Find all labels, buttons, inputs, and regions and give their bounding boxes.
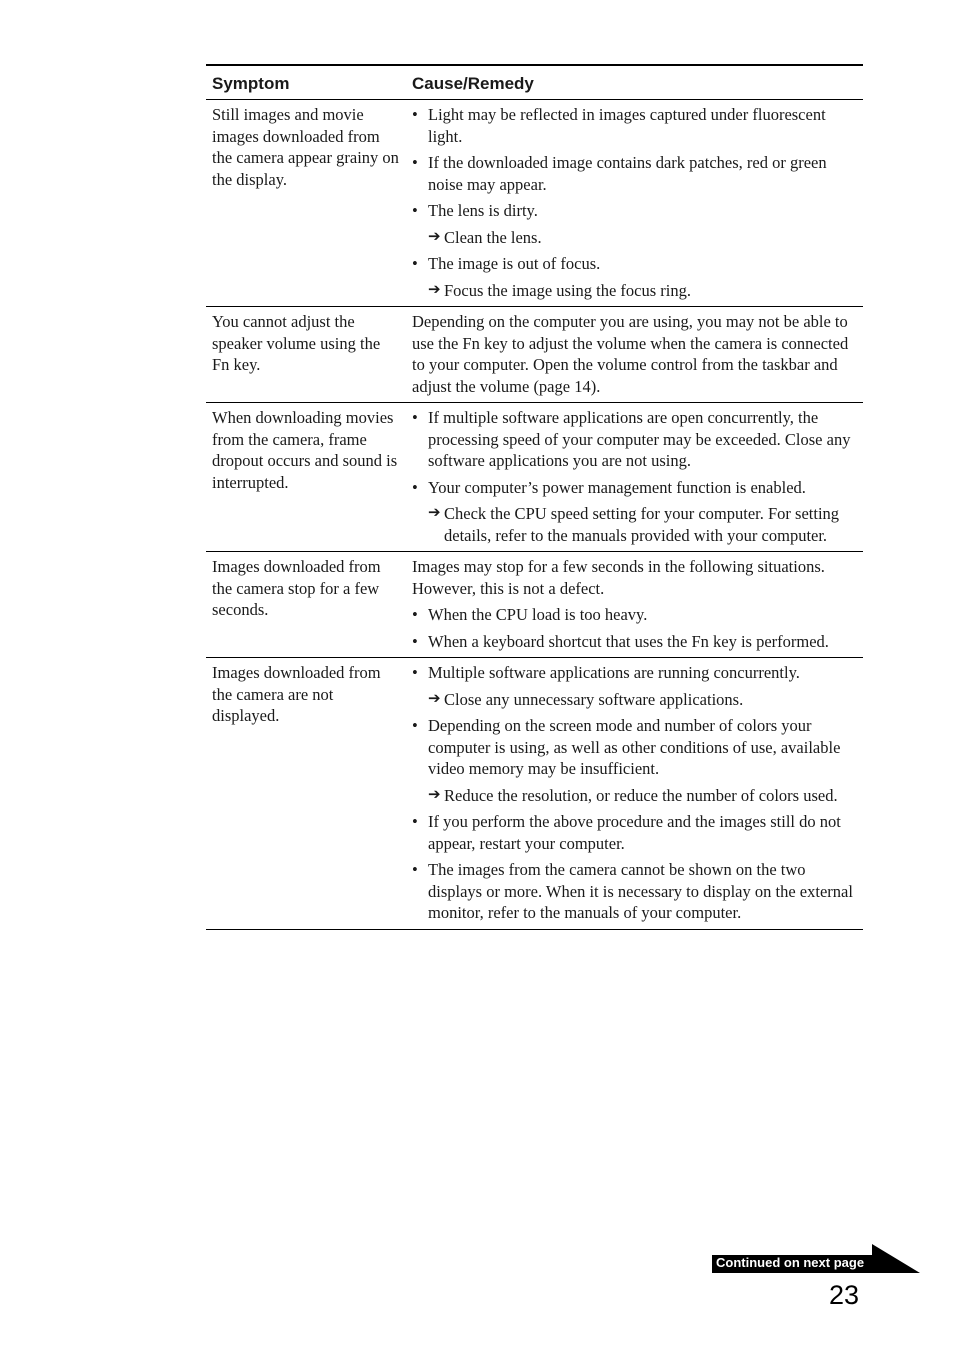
arrow-right-icon: ➔ [428, 281, 441, 298]
cause-remedy-cell [406, 403, 863, 551]
cause-bullet [412, 253, 863, 275]
remedy-text: Focus the image using the focus ring. [444, 280, 692, 300]
cause-remedy-header: Cause/Remedy [412, 74, 534, 93]
table-row [206, 552, 863, 658]
remedy-text: Close any unnecessary software applications. [444, 689, 744, 709]
bullet-text: The lens is dirty. [428, 201, 538, 220]
symptom-cell: Images downloaded from the camera stop for a few seconds. [212, 557, 381, 619]
table-body [206, 100, 863, 930]
cause-bullet [412, 200, 863, 222]
bullet-text: Light may be reflected in images captured under fluorescent light. [428, 105, 826, 146]
remedy-text: Reduce the resolution, or reduce the number of colors used. [444, 785, 838, 805]
cause-bullet [412, 477, 863, 499]
cause-paragraph: Images may stop for a few seconds in the following situations. However, this is not a defect. [412, 557, 825, 598]
cause-bullet [412, 715, 863, 780]
symptom-cell: When downloading movies from the camera, frame dropout occurs and sound is interrupted. [212, 408, 398, 492]
cause-paragraph: Depending on the computer you are using, you may not be able to use the Fn key to adjust the volume when the camera is connected to your computer. Open the volume control from the taskbar and adjust the volume (page 14). [412, 312, 849, 396]
bullet-text: Depending on the screen mode and number of colors your computer is using, as well as other conditions of use, available video memory may be insufficient. [428, 716, 841, 778]
bullet-icon: • [412, 254, 418, 273]
bullet-icon: • [412, 716, 418, 735]
table-row [206, 658, 863, 930]
cause-bullet [412, 604, 863, 626]
table-row [206, 307, 863, 403]
arrow-right-icon: ➔ [428, 228, 441, 245]
remedy-item [428, 280, 863, 302]
symptom-cell: Still images and movie images downloaded from the camera appear grainy on the display. [212, 105, 399, 189]
cause-bullet [412, 631, 863, 653]
bullet-icon: • [412, 631, 418, 651]
bullet-icon: • [412, 477, 418, 497]
cause-bullet [412, 662, 863, 684]
continued-on-next-page [712, 1244, 920, 1273]
bullet-text: If you perform the above procedure and the images still do not appear, restart your computer. [428, 812, 841, 853]
bullet-text: If multiple software applications are open concurrently, the processing speed of your computer may be exceeded. Close any software applications you are not using. [428, 408, 851, 470]
remedy-text: Check the CPU speed setting for your computer. For setting details, refer to the manuals provided with your computer. [444, 504, 840, 545]
remedy-text: Clean the lens. [444, 227, 542, 247]
table-row [206, 100, 863, 307]
arrow-right-icon: ➔ [428, 786, 441, 803]
remedy-item [428, 503, 863, 546]
bullet-text: The images from the camera cannot be shown on the two displays or more. When it is necessary to display on the external monitor, refer to the manuals of your computer. [428, 860, 853, 922]
bullet-text: The image is out of focus. [428, 254, 601, 273]
bullet-icon: • [412, 105, 418, 124]
bullet-text: When a keyboard shortcut that uses the Fn key is performed. [428, 631, 829, 651]
bullet-text: Your computer’s power management function is enabled. [428, 477, 806, 497]
table-row [206, 403, 863, 552]
bullet-icon: • [412, 663, 418, 682]
page-number: 23 [829, 1280, 860, 1310]
cause-bullet [412, 104, 863, 147]
bullet-text: Multiple software applications are running concurrently. [428, 663, 800, 682]
remedy-item [428, 227, 863, 249]
arrow-right-icon: ➔ [428, 505, 441, 521]
cause-bullet [412, 407, 863, 472]
bullet-icon: • [412, 812, 418, 831]
cause-remedy-cell [406, 658, 863, 929]
cause-remedy-cell [406, 307, 863, 402]
arrow-right-icon: ➔ [428, 690, 441, 707]
bullet-icon: • [412, 860, 418, 879]
remedy-item [428, 785, 863, 807]
bullet-icon: • [412, 201, 418, 220]
symptom-header: Symptom [212, 74, 290, 93]
remedy-item [428, 689, 863, 711]
cause-bullet [412, 859, 863, 924]
bullet-icon: • [412, 153, 418, 172]
cause-bullet [412, 811, 863, 854]
symptom-cell: Images downloaded from the camera are not displayed. [212, 663, 381, 725]
symptom-cell: You cannot adjust the speaker volume using the Fn key. [212, 312, 381, 374]
troubleshooting-table [206, 64, 863, 930]
continued-label: Continued on next page [716, 1255, 865, 1270]
table-header [206, 66, 863, 100]
bullet-icon: • [412, 408, 418, 427]
cause-remedy-cell [406, 100, 863, 306]
cause-remedy-cell [406, 552, 863, 657]
cause-bullet [412, 152, 863, 195]
bullet-text: If the downloaded image contains dark patches, red or green noise may appear. [428, 153, 827, 194]
bullet-text: When the CPU load is too heavy. [428, 605, 648, 624]
bullet-icon: • [412, 605, 418, 624]
